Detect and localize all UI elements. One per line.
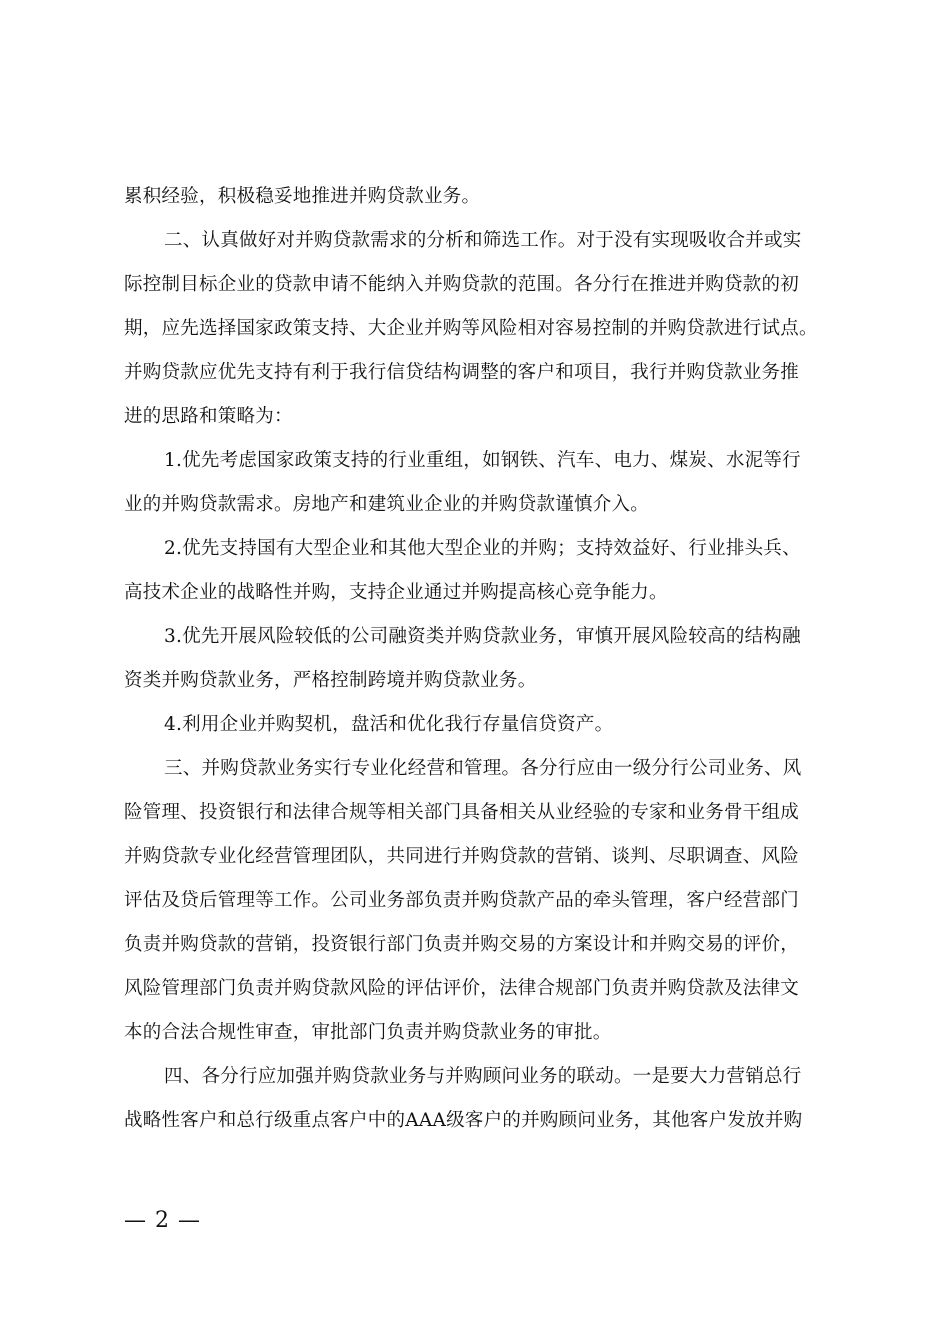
text-line-15: 险管理、投资银行和法律合规等相关部门具备相关从业经验的专家和业务骨干组成 xyxy=(124,802,800,823)
text-line-4: 期，应先选择国家政策支持、大企业并购等风险相对容易控制的并购贷款进行试点。 xyxy=(124,318,818,339)
text-line-1: 累积经验，积极稳妥地推进并购贷款业务。 xyxy=(124,186,481,207)
text-line-6: 进的思路和策略为： xyxy=(124,406,293,427)
text-line-11: 3.优先开展风险较低的公司融资类并购贷款业务，审慎开展风险较高的结构融 xyxy=(164,626,801,647)
text-line-5: 并购贷款应优先支持有利于我行信贷结构调整的客户和项目，我行并购贷款业务推 xyxy=(124,362,800,383)
text-line-22: 战略性客户和总行级重点客户中的AAA级客户的并购顾问业务，其他客户发放并购 xyxy=(124,1110,803,1131)
document-body xyxy=(124,175,844,1143)
text-line-14: 三、并购贷款业务实行专业化经营和管理。各分行应由一级分行公司业务、风 xyxy=(164,758,802,779)
text-line-3: 际控制目标企业的贷款申请不能纳入并购贷款的范围。各分行在推进并购贷款的初 xyxy=(124,274,800,295)
text-line-8: 业的并购贷款需求。房地产和建筑业企业的并购贷款谨慎介入。 xyxy=(124,494,650,515)
page-number: — 2 — xyxy=(124,1208,201,1233)
text-line-9: 2.优先支持国有大型企业和其他大型企业的并购；支持效益好、行业排头兵、 xyxy=(164,538,801,559)
text-line-17: 评估及贷后管理等工作。公司业务部负责并购贷款产品的牵头管理，客户经营部门 xyxy=(124,890,800,911)
text-line-19: 风险管理部门负责并购贷款风险的评估评价，法律合规部门负责并购贷款及法律文 xyxy=(124,978,800,999)
text-line-16: 并购贷款专业化经营管理团队，共同进行并购贷款的营销、谈判、尽职调查、风险 xyxy=(124,846,800,867)
text-line-7: 1.优先考虑国家政策支持的行业重组，如钢铁、汽车、电力、煤炭、水泥等行 xyxy=(164,450,801,471)
text-line-13: 4.利用企业并购契机，盘活和优化我行存量信贷资产。 xyxy=(164,714,614,735)
text-line-10: 高技术企业的战略性并购，支持企业通过并购提高核心竞争能力。 xyxy=(124,582,668,603)
text-line-12: 资类并购贷款业务，严格控制跨境并购贷款业务。 xyxy=(124,670,537,691)
text-line-20: 本的合法合规性审查，审批部门负责并购贷款业务的审批。 xyxy=(124,1022,612,1043)
text-line-2: 二、认真做好对并购贷款需求的分析和筛选工作。对于没有实现吸收合并或实 xyxy=(164,230,802,251)
text-line-18: 负责并购贷款的营销，投资银行部门负责并购交易的方案设计和并购交易的评价， xyxy=(124,934,800,955)
text-line-21: 四、各分行应加强并购贷款业务与并购顾问业务的联动。一是要大力营销总行 xyxy=(164,1066,802,1087)
